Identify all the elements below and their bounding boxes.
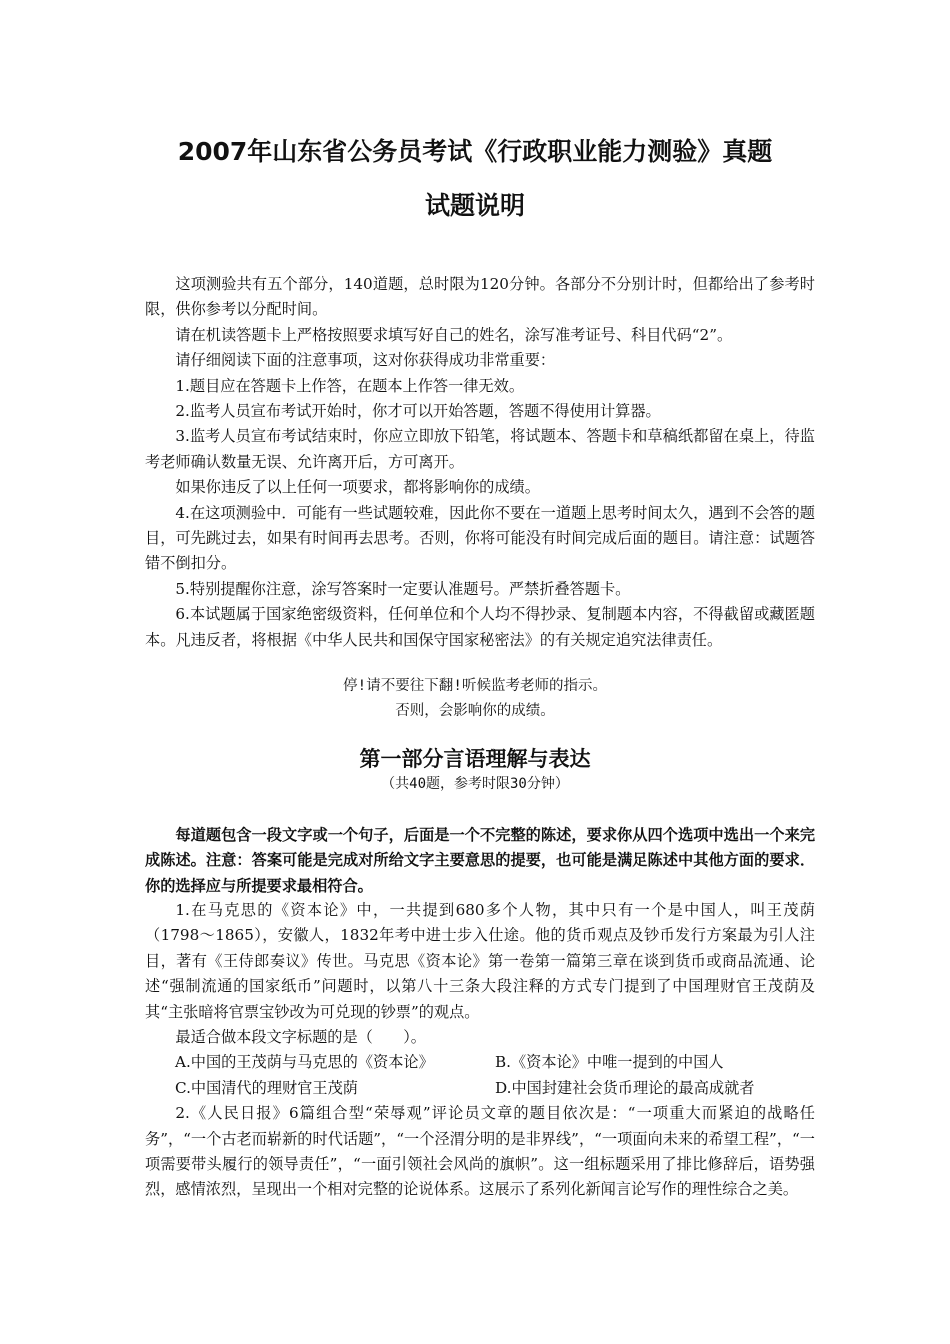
intro-paragraph: 1.题目应在答题卡上作答，在题本上作答一律无效。: [175, 376, 525, 395]
intro-paragraph: 5.特别提醒你注意，涂写答案时一定要认准题号。严禁折叠答题卡。: [175, 579, 631, 598]
intro-paragraph: 这项测验共有五个部分，140道题，总时限为120分钟。各部分不分别计时，但都给出了参考时限，供你参考以分配时间。: [145, 275, 815, 319]
intro-paragraph: 6.本试题属于国家绝密级资料，任何单位和个人均不得抄录、复制题本内容，不得截留或藏匿题本。凡违反者，将根据《中华人民共和国保守国家秘密法》的有关规定追究法律责任。: [145, 605, 815, 649]
question-1-text: 1.在马克思的《资本论》中，一共提到680多个人物，其中只有一个是中国人，叫王茂荫（1798～1865），安徽人，1832年考中进士步入仕途。他的货币观点及钞币发行方案最为引人注目，著有《王侍郎奏议》传世。马克思《资本论》第一卷第一篇第三章在谈到货币或商品流通、论述“强制流通的国家纸币”问题时，以第八十三条大段注释的方式专门提到了中国理财官王茂荫及其“主张暗将官票宝钞改为可兑现的钞票”的观点。: [145, 901, 815, 1021]
document-title: 2007年山东省公务员考试《行政职业能力测验》真题: [177, 137, 773, 166]
option-d: D.中国封建社会货币理论的最高成就者: [495, 1078, 755, 1097]
intro-paragraph: 4.在这项测验中．可能有一些试题较难，因此你不要在一道题上思考时间太久，遇到不会答的题目，可先跳过去，如果有时间再去思考。否则，你将可能没有时间完成后面的题目。请注意：试题答错不倒扣分。: [145, 503, 815, 573]
exam-instructions: [145, 272, 815, 653]
document-subtitle: 试题说明: [424, 191, 525, 220]
section-subtitle: （共40题，参考时限30分钟）: [381, 776, 569, 792]
question-1-prompt: 最适合做本段文字标题的是（ ）。: [175, 1028, 426, 1047]
question-list: [145, 898, 815, 1203]
stop-notice: [0, 674, 950, 724]
question-1-options-row: [145, 1076, 815, 1101]
stop-notice-line: 否则，会影响你的成绩。: [395, 703, 555, 719]
intro-paragraph: 请在机读答题卡上严格按照要求填写好自己的姓名，涂写准考证号、科目代码“2”。: [175, 325, 733, 344]
option-c: C.中国清代的理财官王茂荫: [175, 1078, 358, 1097]
intro-paragraph: 请仔细阅读下面的注意事项，这对你获得成功非常重要：: [175, 351, 556, 370]
section-instructions: 每道题包含一段文字或一个句子，后面是一个不完整的陈述，要求你从四个选项中选出一个来完成陈述。注意：答案可能是完成对所给文字主要意思的提要，也可能是满足陈述中其他方面的要求．你的选择应与所提要求最相符合。: [145, 826, 815, 895]
stop-notice-line: 停!请不要往下翻!听候监考老师的指示。: [343, 678, 607, 694]
option-b: B.《资本论》中唯一提到的中国人: [495, 1053, 724, 1072]
option-a: A.中国的王茂荫与马克思的《资本论》: [175, 1053, 434, 1072]
intro-paragraph: 如果你违反了以上任何一项要求，都将影响你的成绩。: [175, 478, 540, 497]
question-1-options-row: [145, 1050, 815, 1075]
intro-paragraph: 2.监考人员宣布考试开始时，你才可以开始答题，答题不得使用计算器。: [175, 402, 661, 421]
intro-paragraph: 3.监考人员宣布考试结束时，你应立即放下铅笔，将试题本、答题卡和草稿纸都留在桌上，待监考老师确认数量无误、允许离开后，方可离开。: [145, 427, 815, 471]
section-title: 第一部分言语理解与表达: [359, 747, 591, 771]
question-2-text: 2.《人民日报》6篇组合型“荣辱观”评论员文章的题目依次是：“一项重大而紧迫的战略任务”，“一个古老而崭新的时代话题”，“一个泾渭分明的是非界线”，“一项面向未来的希望工程”，“一项需要带头履行的领导责任”，“一面引领社会风尚的旗帜”。这一组标题采用了排比修辞后，语势强烈，感情浓烈，呈现出一个相对完整的论说体系。这展示了系列化新闻言论写作的理性综合之美。: [145, 1104, 815, 1199]
